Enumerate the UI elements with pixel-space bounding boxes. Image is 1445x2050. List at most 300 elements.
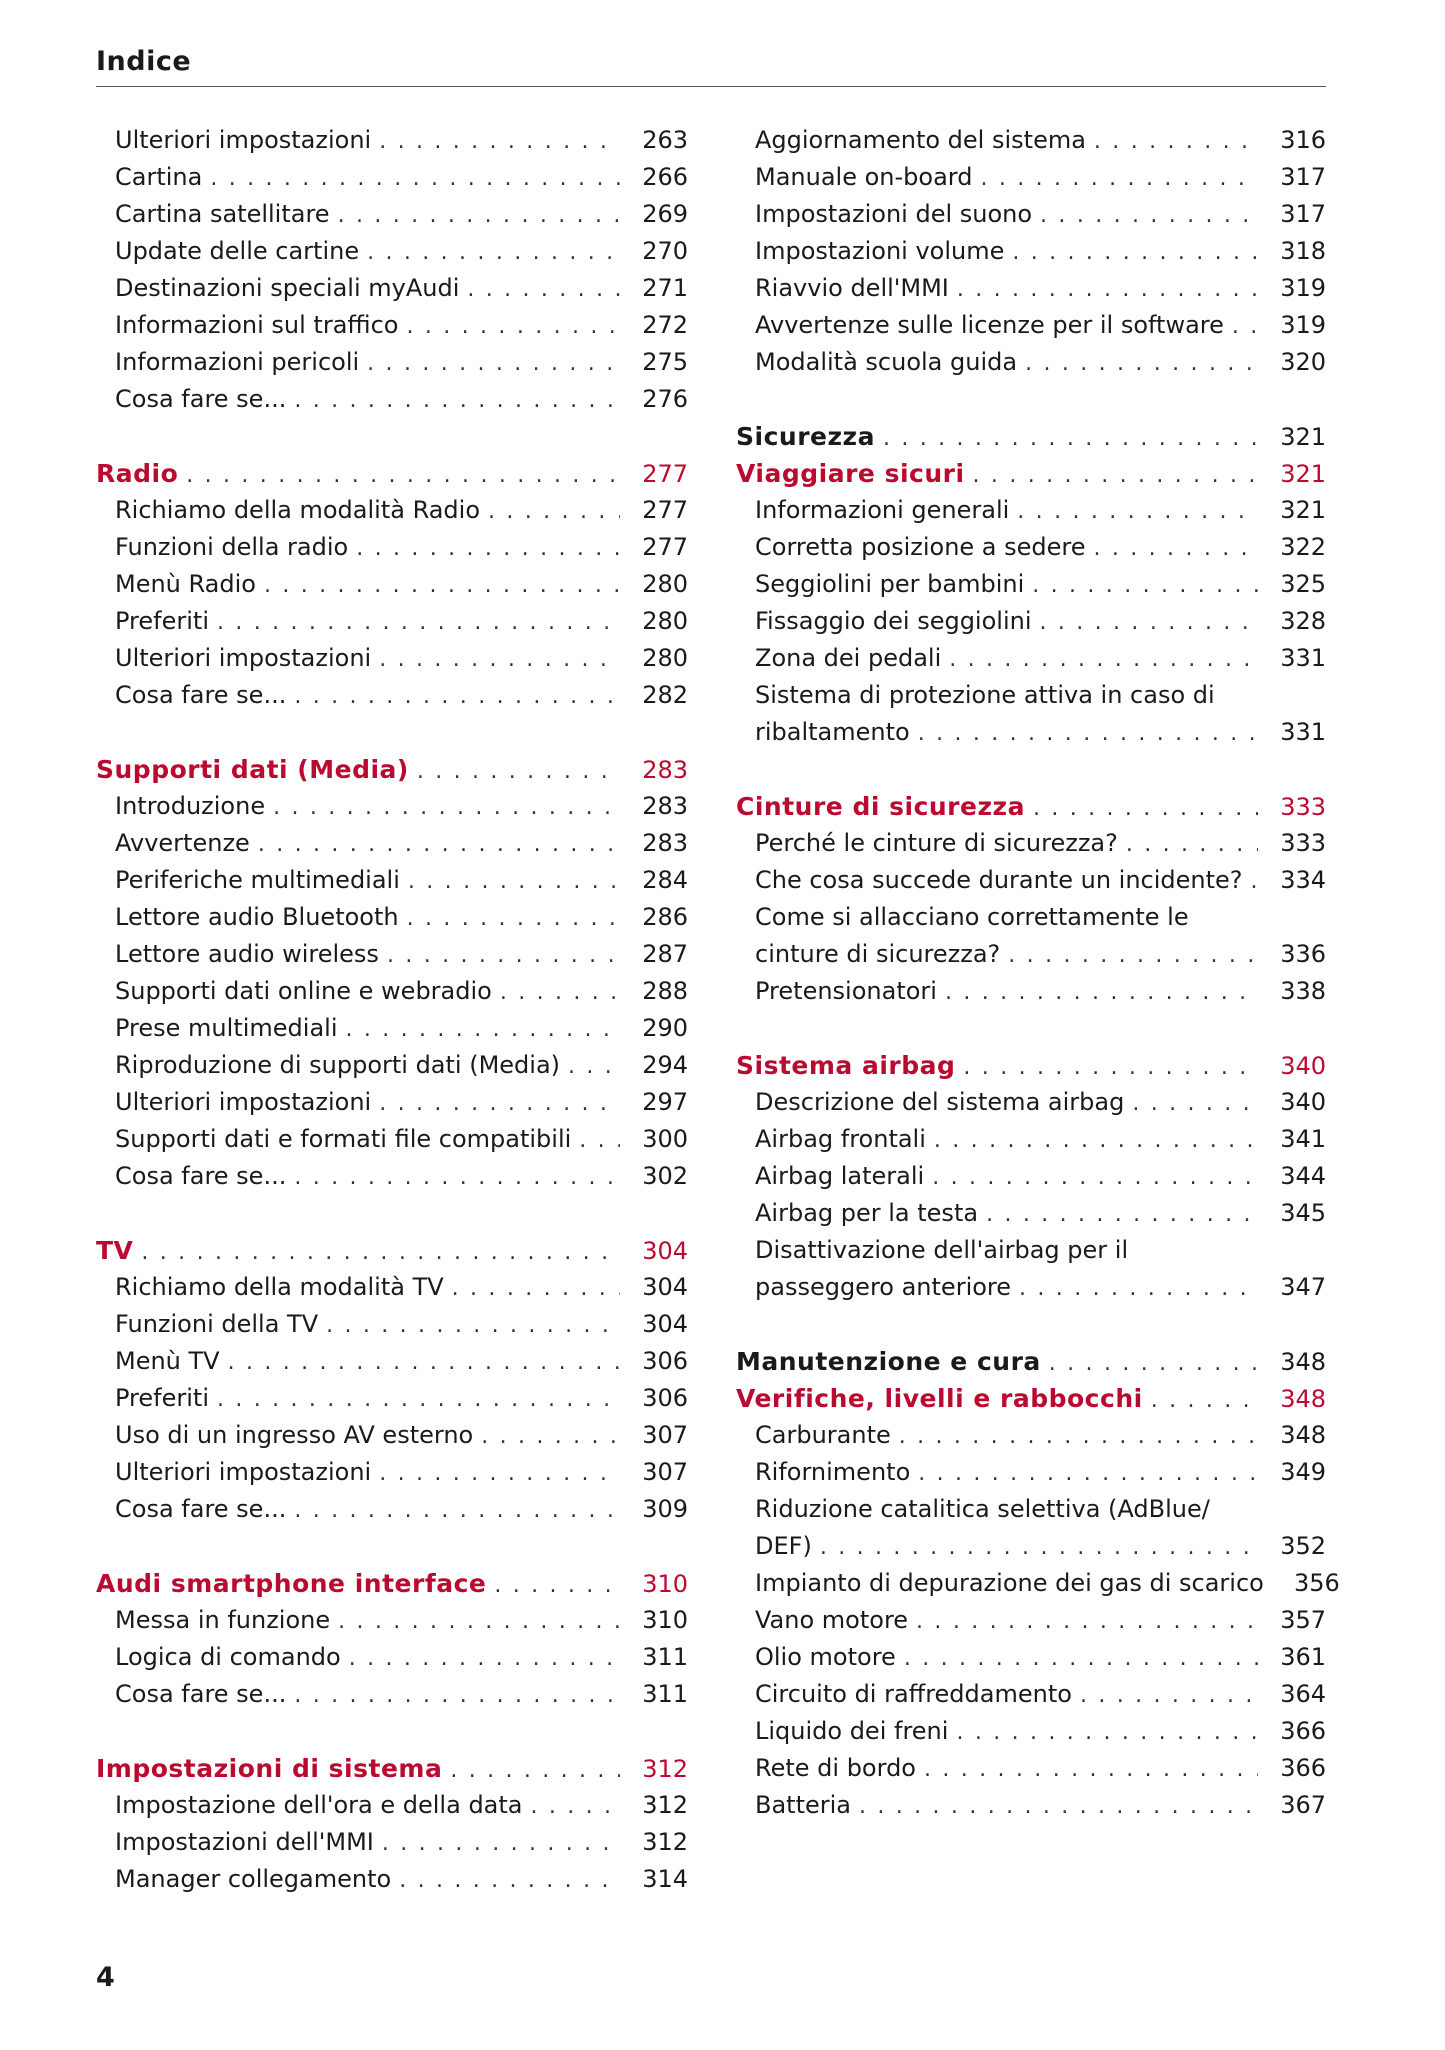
- toc-page-number: 366: [1280, 1717, 1326, 1745]
- toc-entry-label: Riduzione catalitica selettiva (AdBlue/: [755, 1495, 1210, 1523]
- toc-page-number: 286: [642, 903, 688, 931]
- toc-entry-label: Rete di bordo: [755, 1754, 916, 1782]
- dot-leader: [859, 1788, 1258, 1825]
- toc-page-number: 319: [1280, 311, 1326, 339]
- toc-entry[interactable]: [96, 196, 688, 233]
- toc-entry[interactable]: [96, 862, 688, 899]
- toc-entry-label: Supporti dati online e webradio: [115, 977, 492, 1005]
- toc-entry-label: Cosa fare se...: [115, 1495, 287, 1523]
- header-divider: [96, 86, 1326, 87]
- toc-entry[interactable]: [96, 1084, 688, 1121]
- toc-page-number: 269: [642, 200, 688, 228]
- toc-entry[interactable]: [96, 1787, 688, 1824]
- toc-page-number: 304: [642, 1310, 688, 1338]
- toc-entry-label: Prese multimediali: [115, 1014, 338, 1042]
- toc-entry-label: Corretta posizione a sedere: [755, 533, 1086, 561]
- toc-entry[interactable]: [96, 1417, 688, 1454]
- toc-entry[interactable]: [96, 1380, 688, 1417]
- toc-page-number: 312: [642, 1791, 688, 1819]
- toc-page-number: 322: [1280, 533, 1326, 561]
- toc-entry[interactable]: [736, 973, 1326, 1010]
- toc-entry[interactable]: [96, 1306, 688, 1343]
- toc-entry[interactable]: [736, 1602, 1326, 1639]
- toc-entry[interactable]: [96, 159, 688, 196]
- toc-entry[interactable]: [736, 1121, 1326, 1158]
- section-spacer: [96, 418, 688, 455]
- toc-entry-label: Modalità scuola guida: [755, 348, 1018, 376]
- dot-leader: [500, 974, 620, 1011]
- toc-entry-label: Airbag laterali: [755, 1162, 925, 1190]
- toc-entry-label: Ulteriori impostazioni: [115, 126, 372, 154]
- toc-page-number: 276: [642, 385, 688, 413]
- toc-entry-line: [736, 1491, 1326, 1528]
- dot-leader: [326, 1307, 620, 1344]
- toc-entry-label: Avvertenze: [115, 829, 250, 857]
- toc-entry[interactable]: [96, 1491, 688, 1528]
- dot-leader: [488, 493, 620, 530]
- toc-page-number: 348: [1280, 1421, 1326, 1449]
- toc-page-number: 310: [642, 1570, 688, 1598]
- toc-entry-label: Impostazioni di sistema: [96, 1754, 443, 1783]
- toc-entry-label: Verifiche, livelli e rabbocchi: [736, 1384, 1143, 1413]
- toc-chapter-heading[interactable]: [736, 1380, 1326, 1417]
- toc-entry-label: Lettore audio Bluetooth: [115, 903, 399, 931]
- dot-leader: [1094, 530, 1258, 567]
- toc-left-column: [96, 122, 688, 1898]
- dot-leader: [452, 1270, 620, 1307]
- toc-page-number: 300: [642, 1125, 688, 1153]
- toc-entry-label: Impostazioni volume: [755, 237, 1005, 265]
- toc-entry[interactable]: [96, 233, 688, 270]
- toc-entry[interactable]: [736, 1454, 1326, 1491]
- toc-page-number: 367: [1280, 1791, 1326, 1819]
- toc-entry[interactable]: [96, 677, 688, 714]
- toc-entry[interactable]: [736, 714, 1326, 751]
- toc-page-number: 331: [1280, 718, 1326, 746]
- toc-chapter-heading[interactable]: [736, 455, 1326, 492]
- dot-leader: [1040, 604, 1259, 641]
- toc-entry[interactable]: [736, 1417, 1326, 1454]
- dot-leader: [1012, 234, 1258, 271]
- dot-leader: [1126, 826, 1258, 863]
- toc-entry[interactable]: [736, 825, 1326, 862]
- toc-page-number: 307: [642, 1421, 688, 1449]
- toc-entry[interactable]: [96, 603, 688, 640]
- toc-entry-label: Impostazione dell'ora e della data: [115, 1791, 523, 1819]
- toc-section-heading[interactable]: [736, 1343, 1326, 1380]
- toc-entry-label: Supporti dati (Media): [96, 755, 409, 784]
- dot-leader: [1032, 567, 1258, 604]
- toc-page-number: 307: [642, 1458, 688, 1486]
- toc-entry-label: Cosa fare se...: [115, 681, 287, 709]
- toc-entry-label: Come si allacciano correttamente le: [755, 903, 1189, 931]
- toc-entry[interactable]: [96, 1158, 688, 1195]
- dot-leader: [579, 1122, 620, 1159]
- dot-leader: [294, 1677, 620, 1714]
- toc-entry[interactable]: [736, 270, 1326, 307]
- toc-entry-label: Vano motore: [755, 1606, 909, 1634]
- dot-leader: [899, 1418, 1258, 1455]
- dot-leader: [494, 1567, 620, 1604]
- dot-leader: [367, 234, 620, 271]
- dot-leader: [258, 826, 620, 863]
- section-spacer: [96, 1528, 688, 1565]
- toc-entry[interactable]: [96, 1676, 688, 1713]
- toc-entry[interactable]: [736, 492, 1326, 529]
- dot-leader: [1049, 1345, 1258, 1382]
- toc-page-number: 349: [1280, 1458, 1326, 1486]
- toc-page-number: 321: [1280, 423, 1326, 451]
- toc-entry[interactable]: [736, 640, 1326, 677]
- toc-page-number: 294: [642, 1051, 688, 1079]
- dot-leader: [904, 1640, 1258, 1677]
- toc-entry[interactable]: [96, 1047, 688, 1084]
- dot-leader: [367, 345, 620, 382]
- toc-page-number: 311: [642, 1680, 688, 1708]
- toc-entry[interactable]: [96, 381, 688, 418]
- toc-entry-label: Airbag frontali: [755, 1125, 926, 1153]
- section-spacer: [96, 714, 688, 751]
- toc-entry[interactable]: [736, 1639, 1326, 1676]
- toc-entry[interactable]: [736, 1676, 1326, 1713]
- dot-leader: [210, 160, 620, 197]
- toc-entry-label: Carburante: [755, 1421, 891, 1449]
- toc-page-number: 356: [1294, 1569, 1340, 1597]
- toc-entry-label: cinture di sicurezza?: [755, 940, 1001, 968]
- toc-entry[interactable]: [96, 899, 688, 936]
- toc-entry-label: Cosa fare se...: [115, 1162, 287, 1190]
- toc-entry[interactable]: [96, 307, 688, 344]
- dot-leader: [417, 753, 620, 790]
- toc-entry[interactable]: [736, 159, 1326, 196]
- toc-entry[interactable]: [736, 1713, 1326, 1750]
- toc-entry-label: TV: [96, 1236, 134, 1265]
- toc-entry[interactable]: [736, 1195, 1326, 1232]
- toc-entry-label: Lettore audio wireless: [115, 940, 379, 968]
- toc-entry[interactable]: [96, 492, 688, 529]
- toc-entry[interactable]: [96, 270, 688, 307]
- toc-entry[interactable]: [736, 233, 1326, 270]
- toc-right-column: [736, 122, 1340, 1824]
- toc-entry[interactable]: [96, 1454, 688, 1491]
- toc-entry-label: Richiamo della modalità TV: [115, 1273, 444, 1301]
- dot-leader: [957, 271, 1258, 308]
- dot-leader: [217, 1381, 620, 1418]
- toc-entry[interactable]: [736, 1528, 1326, 1565]
- dot-leader: [1040, 197, 1258, 234]
- dot-leader: [294, 382, 620, 419]
- toc-page-number: 317: [1280, 163, 1326, 191]
- toc-page-number: 357: [1280, 1606, 1326, 1634]
- dot-leader: [273, 789, 620, 826]
- toc-page-number: 320: [1280, 348, 1326, 376]
- toc-entry[interactable]: [736, 307, 1326, 344]
- toc-entry-label: Fissaggio dei seggiolini: [755, 607, 1032, 635]
- section-spacer: [736, 1010, 1326, 1047]
- toc-entry-label: passeggero anteriore: [755, 1273, 1012, 1301]
- toc-page-number: 341: [1280, 1125, 1326, 1153]
- toc-entry-label: Cartina: [115, 163, 203, 191]
- toc-page-number: 321: [1280, 496, 1326, 524]
- dot-leader: [973, 457, 1258, 494]
- toc-page-number: 318: [1280, 237, 1326, 265]
- dot-leader: [918, 1455, 1258, 1492]
- toc-entry[interactable]: [96, 1010, 688, 1047]
- toc-page-number: 328: [1280, 607, 1326, 635]
- toc-entry[interactable]: [96, 788, 688, 825]
- dot-leader: [1232, 308, 1258, 345]
- toc-page-number: 266: [642, 163, 688, 191]
- toc-entry-label: Richiamo della modalità Radio: [115, 496, 481, 524]
- toc-entry-label: Introduzione: [115, 792, 266, 820]
- toc-chapter-heading[interactable]: [736, 1047, 1326, 1084]
- dot-leader: [531, 1788, 621, 1825]
- toc-page-number: 302: [642, 1162, 688, 1190]
- toc-entry-label: Impostazioni del suono: [755, 200, 1033, 228]
- toc-page-number: 312: [642, 1828, 688, 1856]
- toc-page-number: 304: [642, 1273, 688, 1301]
- toc-entry[interactable]: [736, 1084, 1326, 1121]
- toc-entry-label: Che cosa succede durante un incidente?: [755, 866, 1243, 894]
- dot-leader: [467, 271, 620, 308]
- dot-leader: [141, 1234, 620, 1271]
- toc-entry[interactable]: [96, 1639, 688, 1676]
- toc-entry[interactable]: [96, 529, 688, 566]
- toc-entry-label: Riproduzione di supporti dati (Media): [115, 1051, 561, 1079]
- toc-entry-label: Manutenzione e cura: [736, 1347, 1041, 1376]
- toc-chapter-heading[interactable]: [96, 751, 688, 788]
- dot-leader: [294, 1492, 620, 1529]
- toc-entry-label: Aggiornamento del sistema: [755, 126, 1086, 154]
- toc-page-number: 310: [642, 1606, 688, 1634]
- toc-entry[interactable]: [96, 825, 688, 862]
- toc-entry[interactable]: [736, 122, 1326, 159]
- toc-entry[interactable]: [96, 1269, 688, 1306]
- toc-page-number: 306: [642, 1347, 688, 1375]
- toc-page-number: 280: [642, 570, 688, 598]
- dot-leader: [186, 457, 620, 494]
- toc-entry-label: Ulteriori impostazioni: [115, 1458, 372, 1486]
- dot-leader: [980, 160, 1258, 197]
- dot-leader: [379, 641, 620, 678]
- toc-entry-label: Preferiti: [115, 607, 209, 635]
- toc-entry[interactable]: [96, 1121, 688, 1158]
- dot-leader: [918, 715, 1258, 752]
- section-spacer: [736, 381, 1326, 418]
- dot-leader: [1094, 123, 1258, 160]
- toc-entry[interactable]: [736, 1565, 1340, 1602]
- toc-entry[interactable]: [736, 1269, 1326, 1306]
- toc-page-number: 333: [1280, 793, 1326, 821]
- toc-entry-label: Zona dei pedali: [755, 644, 942, 672]
- toc-entry[interactable]: [736, 196, 1326, 233]
- toc-entry[interactable]: [736, 529, 1326, 566]
- toc-entry-label: Rifornimento: [755, 1458, 911, 1486]
- toc-page-number: 333: [1280, 829, 1326, 857]
- toc-page-number: 338: [1280, 977, 1326, 1005]
- toc-page-number: 319: [1280, 274, 1326, 302]
- toc-page-number: 288: [642, 977, 688, 1005]
- toc-page-number: 352: [1280, 1532, 1326, 1560]
- dot-leader: [934, 1122, 1258, 1159]
- toc-entry-label: Audi smartphone interface: [96, 1569, 487, 1598]
- dot-leader: [986, 1196, 1258, 1233]
- toc-entry[interactable]: [96, 640, 688, 677]
- dot-leader: [345, 1011, 620, 1048]
- toc-entry-label: Preferiti: [115, 1384, 209, 1412]
- toc-page-number: 284: [642, 866, 688, 894]
- dot-leader: [408, 863, 620, 900]
- toc-entry[interactable]: [96, 1861, 688, 1898]
- dot-leader: [228, 1344, 620, 1381]
- toc-page-number: 283: [642, 829, 688, 857]
- toc-entry-label: Impostazioni dell'MMI: [115, 1828, 374, 1856]
- toc-entry-label: Informazioni sul traffico: [115, 311, 399, 339]
- toc-entry[interactable]: [96, 566, 688, 603]
- toc-entry-line: [736, 1232, 1326, 1269]
- toc-page-number: 317: [1280, 200, 1326, 228]
- toc-entry-label: Informazioni generali: [755, 496, 1010, 524]
- toc-entry[interactable]: [736, 1750, 1326, 1787]
- dot-leader: [387, 937, 620, 974]
- toc-chapter-heading[interactable]: [96, 1232, 688, 1269]
- toc-page-number: 340: [1280, 1088, 1326, 1116]
- dot-leader: [1251, 863, 1258, 900]
- dot-leader: [932, 1159, 1258, 1196]
- toc-entry[interactable]: [96, 1602, 688, 1639]
- toc-page-number: 271: [642, 274, 688, 302]
- toc-entry-label: Uso di un ingresso AV esterno: [115, 1421, 474, 1449]
- toc-entry[interactable]: [96, 122, 688, 159]
- page-title: Indice: [96, 46, 192, 77]
- toc-page-number: 290: [642, 1014, 688, 1042]
- toc-chapter-heading[interactable]: [96, 455, 688, 492]
- toc-page-number: 283: [642, 756, 688, 784]
- dot-leader: [1151, 1382, 1258, 1419]
- toc-page-number: 325: [1280, 570, 1326, 598]
- toc-entry[interactable]: [96, 344, 688, 381]
- toc-page-number: 309: [642, 1495, 688, 1523]
- toc-entry-label: Logica di comando: [115, 1643, 341, 1671]
- toc-page-number: 280: [642, 607, 688, 635]
- dot-leader: [916, 1603, 1258, 1640]
- section-spacer: [736, 1306, 1326, 1343]
- toc-entry-label: Ulteriori impostazioni: [115, 1088, 372, 1116]
- toc-entry-label: Impianto di depurazione dei gas di scarico: [755, 1569, 1264, 1597]
- toc-entry-label: Perché le cinture di sicurezza?: [755, 829, 1118, 857]
- toc-entry-label: Cartina satellitare: [115, 200, 330, 228]
- dot-leader: [382, 1825, 620, 1862]
- toc-page-number: 316: [1280, 126, 1326, 154]
- toc-entry-label: DEF): [755, 1532, 812, 1560]
- dot-leader: [356, 530, 620, 567]
- dot-leader: [949, 641, 1258, 678]
- dot-leader: [294, 1159, 620, 1196]
- dot-leader: [883, 420, 1258, 457]
- toc-entry-label: Sistema airbag: [736, 1051, 956, 1080]
- toc-page-number: 277: [642, 496, 688, 524]
- dot-leader: [1019, 1270, 1258, 1307]
- dot-leader: [1008, 937, 1258, 974]
- toc-entry-label: Sicurezza: [736, 422, 875, 451]
- dot-leader: [1025, 345, 1258, 382]
- toc-chapter-heading[interactable]: [96, 1565, 688, 1602]
- dot-leader: [294, 678, 620, 715]
- toc-entry-label: Funzioni della radio: [115, 533, 349, 561]
- dot-leader: [1080, 1677, 1258, 1714]
- toc-entry-label: Periferiche multimediali: [115, 866, 400, 894]
- dot-leader: [568, 1048, 620, 1085]
- toc-chapter-heading[interactable]: [736, 788, 1326, 825]
- toc-entry-label: Manager collegamento: [115, 1865, 392, 1893]
- toc-entry[interactable]: [736, 862, 1326, 899]
- toc-entry[interactable]: [736, 603, 1326, 640]
- toc-page-number: 366: [1280, 1754, 1326, 1782]
- toc-entry[interactable]: [96, 1343, 688, 1380]
- toc-entry-label: Funzioni della TV: [115, 1310, 319, 1338]
- toc-entry-label: Informazioni pericoli: [115, 348, 360, 376]
- toc-page-number: 312: [642, 1755, 688, 1783]
- toc-page-number: 348: [1280, 1348, 1326, 1376]
- toc-entry-label: Airbag per la testa: [755, 1199, 979, 1227]
- toc-entry-label: ribaltamento: [755, 718, 910, 746]
- toc-page-number: 347: [1280, 1273, 1326, 1301]
- toc-page-number: 340: [1280, 1052, 1326, 1080]
- dot-leader: [1033, 790, 1258, 827]
- toc-entry-label: Liquido dei freni: [755, 1717, 949, 1745]
- toc-entry[interactable]: [736, 936, 1326, 973]
- toc-page-number: 348: [1280, 1385, 1326, 1413]
- toc-entry-line: [736, 677, 1326, 714]
- dot-leader: [820, 1529, 1258, 1566]
- toc-entry-label: Radio: [96, 459, 179, 488]
- toc-entry[interactable]: [736, 344, 1326, 381]
- toc-entry[interactable]: [96, 1824, 688, 1861]
- dot-leader: [450, 1752, 620, 1789]
- toc-chapter-heading[interactable]: [96, 1750, 688, 1787]
- section-spacer: [736, 751, 1326, 788]
- dot-leader: [217, 604, 620, 641]
- toc-entry-label: Menù Radio: [115, 570, 256, 598]
- toc-page-number: 275: [642, 348, 688, 376]
- page-number: 4: [96, 1962, 115, 1993]
- dot-leader: [481, 1418, 620, 1455]
- dot-leader: [1017, 493, 1258, 530]
- dot-leader: [264, 567, 620, 604]
- toc-entry-label: Batteria: [755, 1791, 851, 1819]
- toc-page-number: 282: [642, 681, 688, 709]
- toc-section-heading[interactable]: [736, 418, 1326, 455]
- toc-entry[interactable]: [736, 566, 1326, 603]
- toc-entry[interactable]: [96, 973, 688, 1010]
- dot-leader: [945, 974, 1258, 1011]
- toc-entry-label: Disattivazione dell'airbag per il: [755, 1236, 1129, 1264]
- toc-entry[interactable]: [736, 1787, 1326, 1824]
- toc-entry-label: Riavvio dell'MMI: [755, 274, 949, 302]
- dot-leader: [379, 1455, 620, 1492]
- toc-entry-label: Viaggiare sicuri: [736, 459, 965, 488]
- toc-page-number: 263: [642, 126, 688, 154]
- toc-page-number: 272: [642, 311, 688, 339]
- toc-entry-line: [736, 899, 1326, 936]
- toc-entry-label: Descrizione del sistema airbag: [755, 1088, 1125, 1116]
- toc-entry[interactable]: [96, 936, 688, 973]
- toc-entry-label: Messa in funzione: [115, 1606, 331, 1634]
- dot-leader: [338, 1603, 620, 1640]
- toc-entry-label: Olio motore: [755, 1643, 896, 1671]
- section-spacer: [96, 1195, 688, 1232]
- toc-entry[interactable]: [736, 1158, 1326, 1195]
